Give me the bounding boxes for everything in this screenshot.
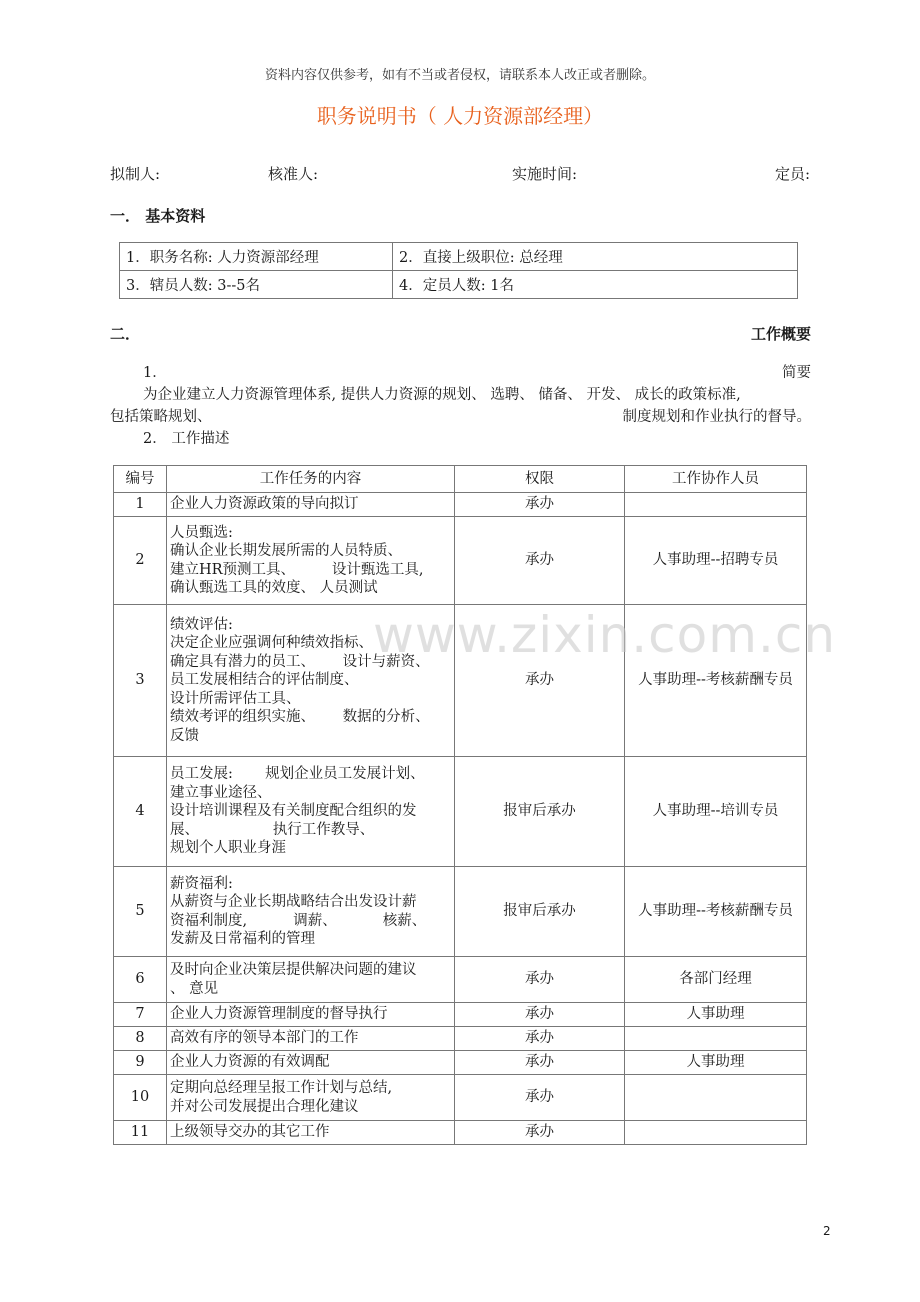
collaborators: 各部门经理 [625,957,807,1003]
task-line: 高效有序的领导本部门的工作 [170,1030,359,1047]
table-row [114,1075,807,1121]
collaborators: 人事助理--培训专员 [625,757,807,867]
task-content [167,957,455,1003]
task-line: 确认企业长期发展所需的人员特质、 [170,543,402,559]
basic-info-row [120,271,798,299]
collaborators: 人事助理 [625,1051,807,1075]
job-title-cell: 1．职务名称: 人力资源部经理 [120,243,393,271]
header-task: 工作任务的内容 [167,466,455,493]
authority: 承办 [455,517,625,605]
collaborators: 人事助理--考核薪酬专员 [625,605,807,757]
subordinates-cell: 3．辖员人数: 3--5名 [120,271,393,299]
disclaimer-notice: 资料内容仅供参考，如有不当或者侵权，请联系本人改正或者删除。 [264,68,655,83]
authority: 承办 [455,1003,625,1027]
quota-label: 定员: [775,165,811,183]
task-line: 设计培训课程及有关制度配合组织的发 [170,803,417,820]
table-row [114,957,807,1003]
row-number: 6 [114,957,167,1003]
summary-line-1: 为企业建立人力资源管理体系, 提供人力资源的规划、 选聘、 储备、 开发、 成长的政策标准, [143,387,741,403]
authority: 承办 [455,1051,625,1075]
table-row [114,517,807,605]
table-row [114,1027,807,1051]
table-row [114,757,807,867]
task-line: 展、 执行工作教导、 [170,821,375,838]
task-line: 定期向总经理呈报工作计划与总结, [170,1080,393,1096]
row-number: 10 [114,1075,167,1121]
authority: 承办 [455,957,625,1003]
row-number: 4 [114,757,167,867]
collaborators [625,493,807,517]
authority: 报审后承办 [455,867,625,957]
task-line: 从薪资与企业长期战略结合出发设计薪 [170,894,417,910]
task-content [167,1121,455,1145]
task-line: 薪资福利: [170,875,233,892]
collaborators: 人事助理--招聘专员 [625,517,807,605]
task-line: 绩效评估: [170,616,233,633]
duty-table [113,465,807,1145]
task-line: 建立HR预测工具、 设计甄选工具, [170,561,424,578]
task-line: 及时向企业决策层提供解决问题的建议 [170,962,417,978]
task-content [167,517,455,605]
task-line: 人员甄选: [170,524,233,541]
task-line: 绩效考评的组织实施、 数据的分析、 [170,709,430,726]
table-row [114,493,807,517]
header-number: 编号 [114,466,167,493]
section-basic-heading: 一． 基本资料 [110,207,206,225]
document-title: 职务说明书（ 人力资源部经理） [316,104,604,128]
task-content [167,1027,455,1051]
task-line: 反馈 [170,727,199,744]
summary-number: 1． [143,365,167,381]
authority: 承办 [455,1121,625,1145]
authority: 承办 [455,1075,625,1121]
basic-info-table [119,242,798,299]
task-line: 员工发展: 规划企业员工发展计划、 [170,766,425,783]
row-number: 7 [114,1003,167,1027]
row-number: 1 [114,493,167,517]
work-description-heading: 2． 工作描述 [143,431,230,447]
task-content [167,493,455,517]
summary-label: 简要 [782,365,811,381]
headcount-cell: 4．定员人数: 1名 [393,271,798,299]
table-row [114,1051,807,1075]
task-line: 并对公司发展提出合理化建议 [170,1098,359,1115]
table-row [114,1121,807,1145]
authority: 报审后承办 [455,757,625,867]
collaborators: 人事助理--考核薪酬专员 [625,867,807,957]
summary-line-2a: 包括策略规划、 [110,409,212,425]
drafter-label: 拟制人: [110,165,161,183]
collaborators [625,1027,807,1051]
row-number: 2 [114,517,167,605]
task-line: 设计所需评估工具、 [170,690,301,707]
row-number: 8 [114,1027,167,1051]
collaborators: 人事助理 [625,1003,807,1027]
duty-table-header [114,466,807,493]
header-authority: 权限 [455,466,625,493]
page-number: 2 [823,1224,831,1238]
row-number: 9 [114,1051,167,1075]
row-number: 5 [114,867,167,957]
superior-cell: 2．直接上级职位: 总经理 [393,243,798,271]
task-content [167,1075,455,1121]
authority: 承办 [455,1027,625,1051]
task-line: 建立事业途径、 [170,784,272,801]
task-line: 上级领导交办的其它工作 [170,1124,330,1141]
task-content [167,867,455,957]
row-number: 11 [114,1121,167,1145]
table-row [114,867,807,957]
task-line: 规划个人职业身涯 [170,840,286,857]
task-content [167,757,455,867]
task-line: 确定具有潜力的员工、 设计与薪资、 [170,653,430,670]
effective-date-label: 实施时间: [512,165,578,183]
collaborators [625,1075,807,1121]
task-line: 决定企业应强调何种绩效指标、 [170,635,373,652]
task-content [167,1003,455,1027]
watermark: www.zixin.com.cn [373,606,837,664]
task-line: 企业人力资源政策的导向拟订 [170,496,359,513]
collaborators [625,1121,807,1145]
task-line: 企业人力资源管理制度的督导执行 [170,1006,388,1023]
summary-line-2b: 制度规划和作业执行的督导。 [622,409,811,425]
row-number: 3 [114,605,167,757]
task-line: 、 意见 [170,980,219,997]
task-content [167,1051,455,1075]
authority: 承办 [455,605,625,757]
section-overview-number: 二． [110,325,141,343]
task-line: 资福利制度, 调薪、 核薪、 [170,912,427,929]
basic-info-row [120,243,798,271]
task-line: 员工发展相结合的评估制度、 [170,672,359,689]
table-row [114,1003,807,1027]
authority: 承办 [455,493,625,517]
approver-label: 核准人: [268,165,319,183]
header-collaborators: 工作协作人员 [625,466,807,493]
task-line: 发薪及日常福利的管理 [170,931,315,947]
section-overview-heading: 工作概要 [750,325,811,343]
task-line: 企业人力资源的有效调配 [170,1054,330,1071]
task-line: 确认甄选工具的效度、 人员测试 [170,580,378,596]
